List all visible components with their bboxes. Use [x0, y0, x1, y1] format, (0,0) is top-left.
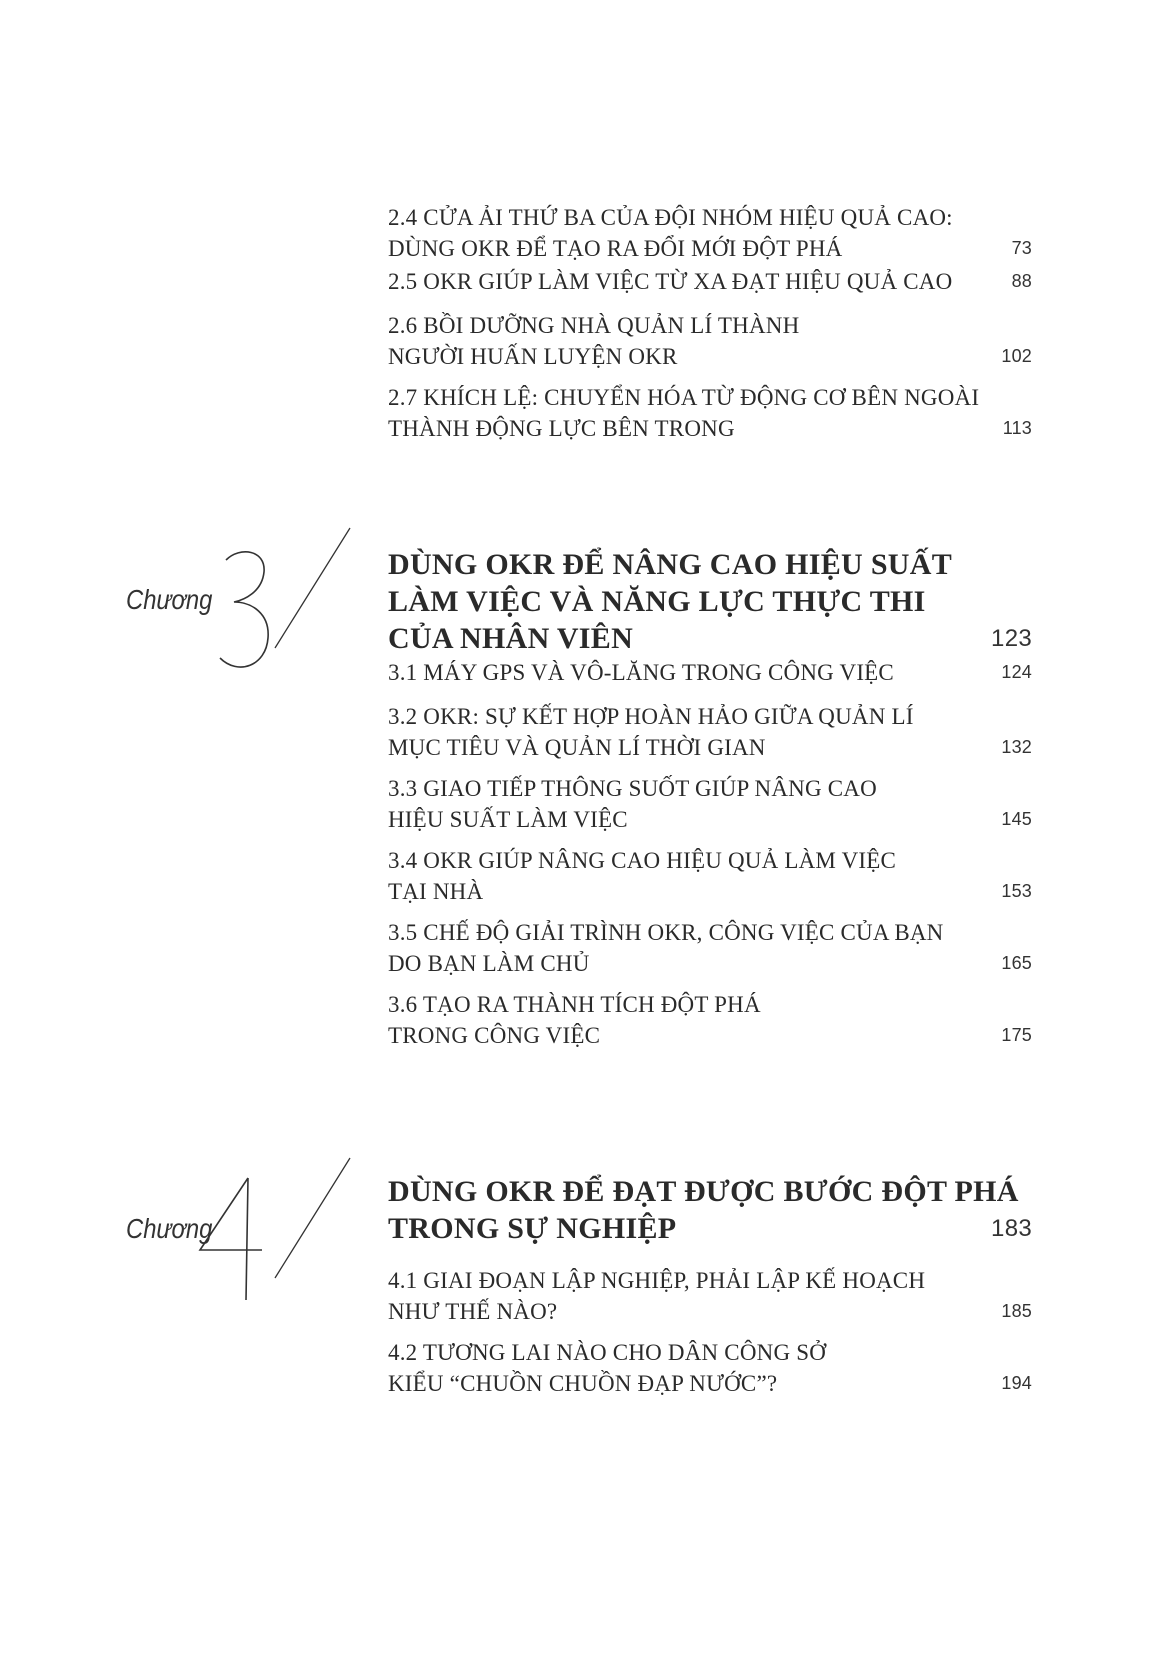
entry-title-line: TRONG CÔNG VIỆC [388, 1023, 601, 1048]
toc-entry-3-3[interactable] [388, 773, 1032, 835]
page-number: 124 [1001, 662, 1032, 682]
toc-entry-3-1[interactable] [388, 657, 1032, 688]
chapter-title-line: DÙNG OKR ĐỂ NÂNG CAO HIỆU SUẤT [388, 548, 953, 581]
entry-title-line: NHƯ THẾ NÀO? [388, 1299, 558, 1324]
page-number: 132 [1001, 737, 1032, 757]
toc-entry-2-5[interactable] [388, 266, 1032, 297]
chapter-4-numeral-graphic [200, 1178, 350, 1308]
toc-entry-4-1[interactable] [388, 1265, 1032, 1327]
toc-entry-2-6[interactable] [388, 310, 1032, 372]
entry-title-line: 4.2 TƯƠNG LAI NÀO CHO DÂN CÔNG SỞ [388, 1340, 827, 1365]
entry-title-line: NGƯỜI HUẤN LUYỆN OKR [388, 344, 678, 369]
chapter-page-number: 183 [991, 1215, 1032, 1242]
entry-title-line: 3.6 TẠO RA THÀNH TÍCH ĐỘT PHÁ [388, 992, 761, 1017]
toc-entry-2-7[interactable] [388, 382, 1032, 444]
entry-title-line: 3.1 MÁY GPS VÀ VÔ-LĂNG TRONG CÔNG VIỆC [388, 660, 894, 685]
entry-title-line: 3.5 CHẾ ĐỘ GIẢI TRÌNH OKR, CÔNG VIỆC CỦA BẠN [388, 920, 944, 945]
chapter-3-label: Chương [126, 584, 213, 615]
page-number: 88 [1011, 271, 1032, 291]
toc-entry-2-4[interactable] [388, 202, 1032, 264]
toc-entry-3-4[interactable] [388, 845, 1032, 907]
page-number: 185 [1001, 1301, 1032, 1321]
toc-entry-4-2[interactable] [388, 1337, 1032, 1399]
chapter-4-label: Chương [126, 1213, 213, 1244]
page-number: 153 [1001, 881, 1032, 901]
entry-title-line: 3.4 OKR GIÚP NÂNG CAO HIỆU QUẢ LÀM VIỆC [388, 848, 897, 873]
page-number: 73 [1011, 238, 1032, 258]
entry-title-line: DÙNG OKR ĐỂ TẠO RA ĐỔI MỚI ĐỘT PHÁ [388, 236, 843, 261]
entry-title-line: THÀNH ĐỘNG LỰC BÊN TRONG [388, 416, 735, 441]
entry-title-line: MỤC TIÊU VÀ QUẢN LÍ THỜI GIAN [388, 735, 766, 760]
chapter-title-line: DÙNG OKR ĐỂ ĐẠT ĐƯỢC BƯỚC ĐỘT PHÁ [388, 1175, 1019, 1208]
entry-title-line: 2.7 KHÍCH LỆ: CHUYỂN HÓA TỪ ĐỘNG CƠ BÊN NGOÀI [388, 385, 980, 410]
page-number: 165 [1001, 953, 1032, 973]
entry-title-line: 2.6 BỒI DƯỠNG NHÀ QUẢN LÍ THÀNH [388, 313, 800, 338]
entry-title-line: DO BẠN LÀM CHỦ [388, 951, 590, 976]
entry-title-line: TẠI NHÀ [388, 879, 484, 904]
toc-entry-3-2[interactable] [388, 701, 1032, 763]
chapter-title-line: TRONG SỰ NGHIỆP [388, 1212, 677, 1245]
chapter-4-title[interactable] [388, 1173, 1032, 1247]
entry-title-line: HIỆU SUẤT LÀM VIỆC [388, 807, 628, 832]
chapter-title-line: CỦA NHÂN VIÊN [388, 622, 634, 655]
chapter-page-number: 123 [991, 625, 1032, 652]
toc-entry-3-6[interactable] [388, 989, 1032, 1051]
chapter-3-numeral-graphic [200, 548, 350, 678]
page-number: 175 [1001, 1025, 1032, 1045]
entry-title-line: 3.3 GIAO TIẾP THÔNG SUỐT GIÚP NÂNG CAO [388, 776, 877, 801]
page-number: 145 [1001, 809, 1032, 829]
entry-title-line: 4.1 GIAI ĐOẠN LẬP NGHIỆP, PHẢI LẬP KẾ HOẠCH [388, 1268, 926, 1293]
entry-title-line: 2.4 CỬA ẢI THỨ BA CỦA ĐỘI NHÓM HIỆU QUẢ CAO: [388, 205, 953, 230]
page-number: 194 [1001, 1373, 1032, 1393]
entry-title-line: KIỂU “CHUỒN CHUỒN ĐẠP NƯỚC”? [388, 1371, 778, 1396]
entry-title-line: 3.2 OKR: SỰ KẾT HỢP HOÀN HẢO GIỮA QUẢN LÍ [388, 704, 914, 729]
page-number: 102 [1001, 346, 1032, 366]
chapter-3-title[interactable] [388, 546, 1032, 657]
chapter-title-line: LÀM VIỆC VÀ NĂNG LỰC THỰC THI [388, 585, 926, 618]
page-number: 113 [1002, 418, 1032, 438]
entry-title-line: 2.5 OKR GIÚP LÀM VIỆC TỪ XA ĐẠT HIỆU QUẢ CAO [388, 269, 953, 294]
toc-entry-3-5[interactable] [388, 917, 1032, 979]
